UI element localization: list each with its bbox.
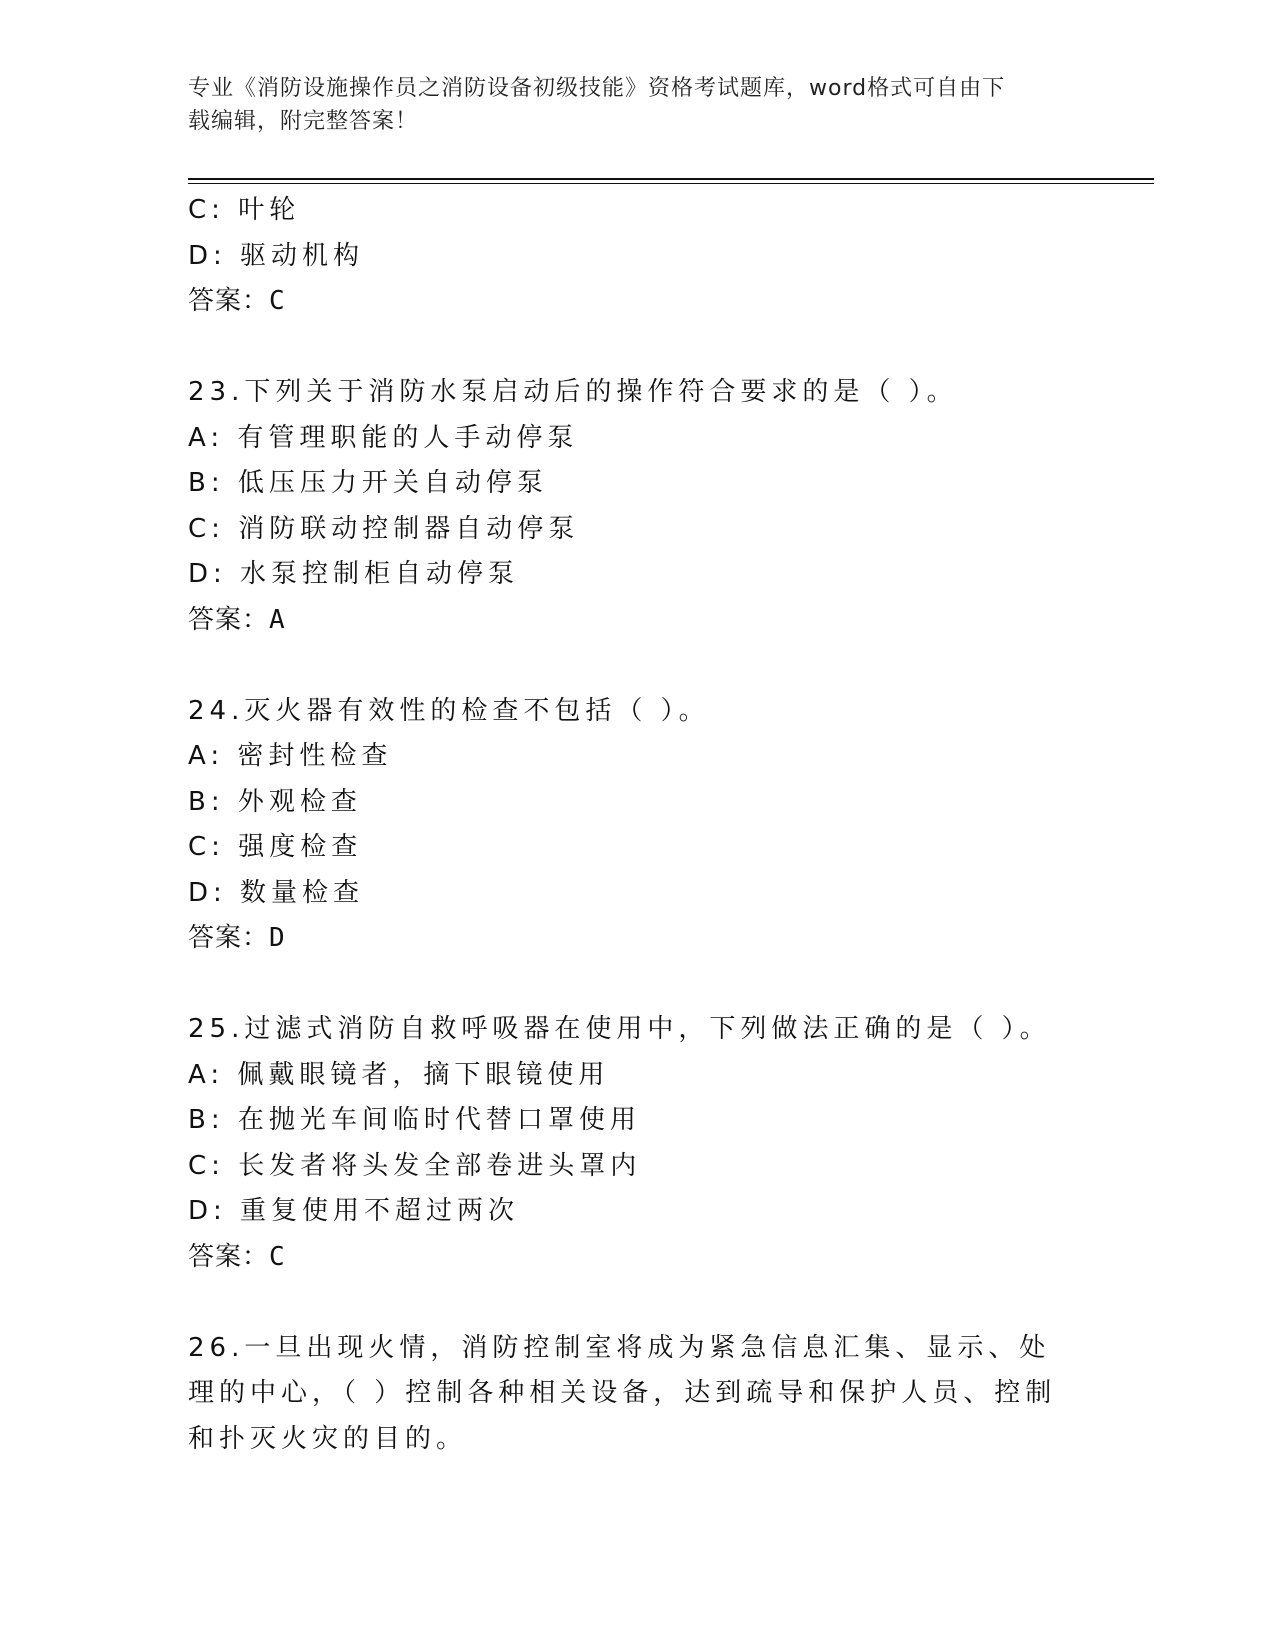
question-stem: 25.过滤式消防自救呼吸器在使用中，下列做法正确的是（ ）。 bbox=[188, 1014, 1051, 1044]
answer-line: 答案：D bbox=[188, 923, 286, 953]
answer-line: 答案：C bbox=[188, 286, 286, 316]
prev-question-block bbox=[188, 188, 1148, 325]
question-stem: 24.灭火器有效性的检查不包括（ ）。 bbox=[188, 695, 710, 726]
document-header bbox=[188, 72, 1068, 138]
header-line-2: 载编辑，附完整答案！ bbox=[188, 109, 419, 134]
question-23 bbox=[188, 370, 1148, 643]
option-c: C: 长发者将头发全部卷进头罩内 bbox=[188, 1150, 642, 1181]
answer-line: 答案：C bbox=[188, 1241, 286, 1272]
option-b: B: 低压压力开关自动停泵 bbox=[188, 468, 548, 498]
question-24 bbox=[188, 689, 1148, 962]
question-stem: 23.下列关于消防水泵启动后的操作符合要求的是（ ）。 bbox=[188, 377, 958, 407]
answer-line: 答案：A bbox=[188, 604, 286, 635]
option-d: D: 水泵控制柜自动停泵 bbox=[188, 559, 520, 589]
option-d: D: 重复使用不超过两次 bbox=[188, 1196, 520, 1226]
option-d: D: 数量检查 bbox=[188, 877, 365, 908]
option-c: C: 消防联动控制器自动停泵 bbox=[188, 513, 580, 544]
question-list bbox=[188, 188, 1148, 1462]
header-line-1: 专业《消防设施操作员之消防设备初级技能》资格考试题库，word格式可自由下 bbox=[188, 76, 1006, 101]
option-b: B: 外观检查 bbox=[188, 786, 362, 817]
option-d: D: 驱动机构 bbox=[188, 240, 365, 271]
question-25 bbox=[188, 1007, 1148, 1280]
question-stem: 26.一旦出现火情，消防控制室将成为紧急信息汇集、显示、处理的中心，（ ）控制各种相关设备，达到疏导和保护人员、控制和扑灭火灾的目的。 bbox=[188, 1332, 1057, 1454]
option-a: A: 佩戴眼镜者，摘下眼镜使用 bbox=[188, 1059, 610, 1090]
header-divider-thick bbox=[188, 178, 1154, 180]
option-a: A: 有管理职能的人手动停泵 bbox=[188, 422, 579, 453]
option-c: C: 叶轮 bbox=[188, 195, 301, 225]
option-c: C: 强度检查 bbox=[188, 832, 363, 862]
header-divider-thin bbox=[188, 183, 1154, 184]
option-b: B: 在抛光车间临时代替口罩使用 bbox=[188, 1105, 641, 1135]
option-a: A: 密封性检查 bbox=[188, 741, 393, 771]
question-26 bbox=[188, 1326, 1148, 1463]
